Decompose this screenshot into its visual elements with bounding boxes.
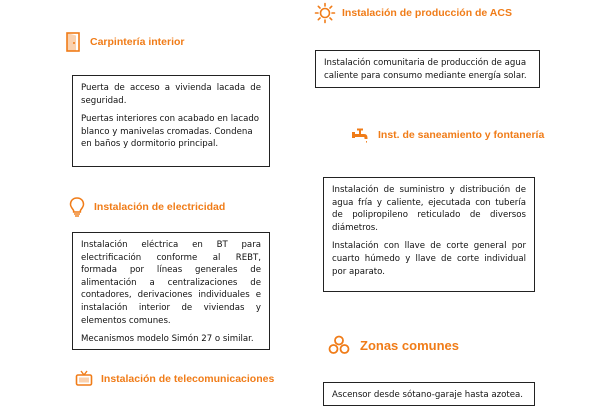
- heading-zonas-title: Zonas comunes: [360, 337, 459, 353]
- heading-electricidad: [66, 196, 225, 218]
- electricidad-paragraph-2: Mecanismos modelo Simón 27 o similar.: [81, 334, 254, 345]
- carpinteria-paragraph-1: Puerta de acceso a vivienda lacada de seguridad.: [81, 83, 261, 106]
- heading-carpinteria: [62, 31, 185, 53]
- box-carpinteria: [72, 75, 270, 167]
- box-acs: [315, 50, 540, 88]
- heading-saneamiento-title: Inst. de saneamiento y fontanería: [378, 129, 545, 141]
- heading-carpinteria-title: Carpintería interior: [90, 36, 185, 48]
- box-saneamiento: [323, 177, 535, 292]
- electricidad-paragraph-1: Instalación eléctrica en BT para electrificación conforme al REBT, formada por líneas generales de alimentación a centralizaciones de contadores, derivaciones individuales e instalación interior de viviendas y elementos comunes.: [81, 240, 261, 326]
- box-zonas: [323, 382, 535, 406]
- door-icon: [62, 31, 84, 53]
- lightbulb-icon: [66, 196, 88, 218]
- heading-acs: [314, 2, 512, 24]
- heading-telecomunicaciones: [73, 368, 274, 390]
- faucet-icon: [350, 124, 372, 146]
- saneamiento-paragraph-1: Instalación de suministro y distribución de agua fría y caliente, ejecutada con tubería de polipropileno reticulado de diversos diámetros.: [332, 185, 526, 233]
- tv-icon: [73, 368, 95, 390]
- box-electricidad: [72, 232, 270, 350]
- heading-zonas: [328, 334, 459, 356]
- heading-saneamiento: [350, 124, 544, 146]
- zonas-paragraph-1: Ascensor desde sótano-garaje hasta azotea.: [332, 390, 524, 400]
- heading-telecomunicaciones-title: Instalación de telecomunicaciones: [101, 373, 275, 385]
- saneamiento-paragraph-2: Instalación con llave de corte general por cuarto húmedo y llave de corte individual por aparato.: [332, 241, 526, 277]
- heading-electricidad-title: Instalación de electricidad: [94, 201, 226, 213]
- heading-acs-title: Instalación de producción de ACS: [342, 7, 512, 19]
- acs-paragraph-1: Instalación comunitaria de producción de agua caliente para consumo mediante energía solar.: [324, 58, 527, 81]
- sun-icon: [314, 2, 336, 24]
- circles-icon: [328, 334, 350, 356]
- carpinteria-paragraph-2: Puertas interiores con acabado en lacado blanco y manivelas cromadas. Condena en baños y dormitorio principal.: [81, 114, 260, 150]
